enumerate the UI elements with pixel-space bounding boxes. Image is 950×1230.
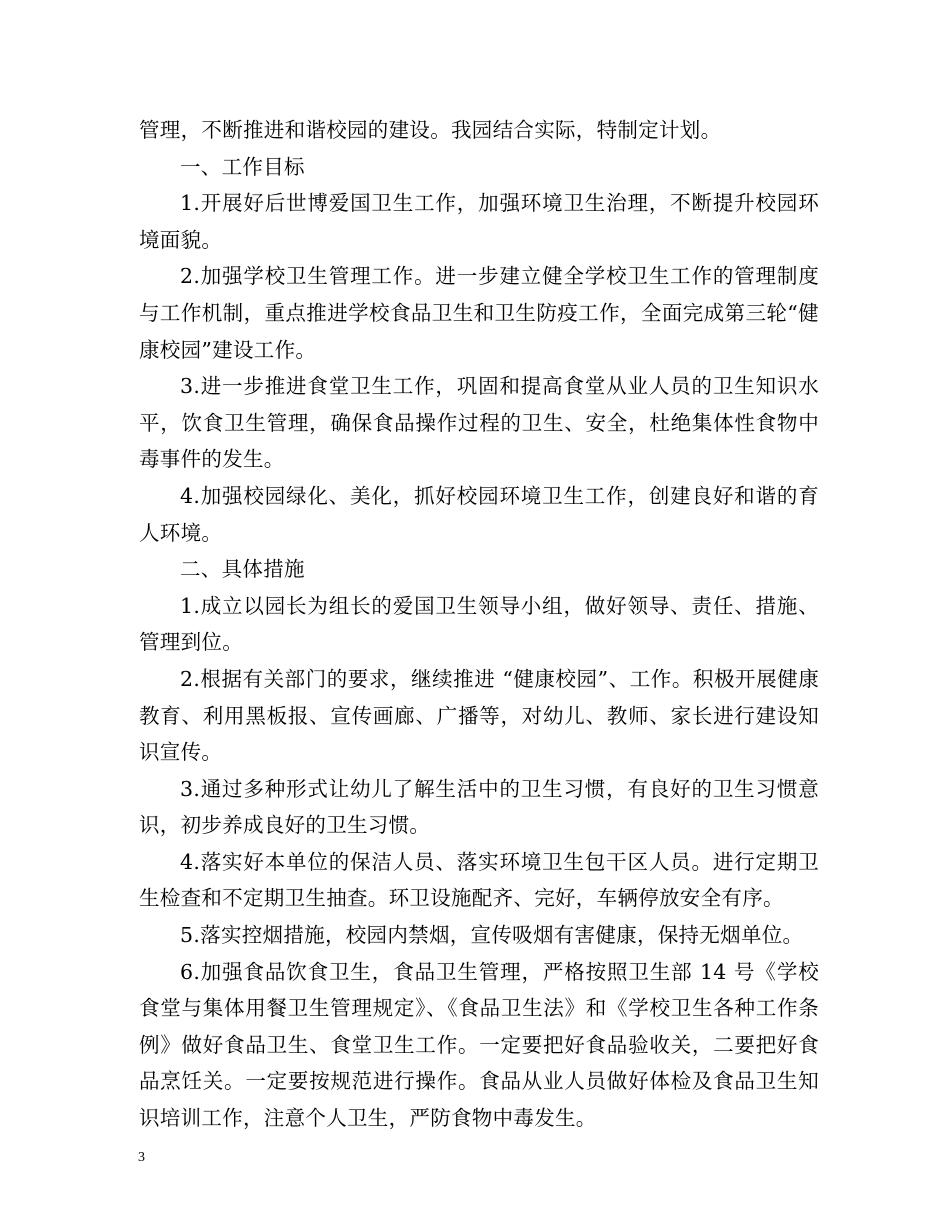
paragraph-intro: 管理，不断推进和谐校园的建设。我园结合实际，特制定计划。 [139, 118, 722, 142]
page-number: 3 [138, 1150, 145, 1165]
measure-item-3: 3.通过多种形式让幼儿了解生活中的卫生习惯，有良好的卫生习惯意识，初步养成良好的卫生习惯。 [139, 776, 819, 838]
goal-item-4: 4.加强校园绿化、美化，抓好校园环境卫生工作，创建良好和谐的育人环境。 [139, 483, 819, 545]
measure-item-5: 5.落实控烟措施，校园内禁烟，宣传吸烟有害健康，保持无烟单位。 [180, 923, 804, 948]
goal-item-1: 1.开展好后世博爱国卫生工作，加强环境卫生治理，不断提升校园环境面貌。 [139, 191, 819, 252]
goal-item-3: 3.进一步推进食堂卫生工作，巩固和提高食堂从业人员的卫生知识水平，饮食卫生管理，确保食品操作过程的卫生、安全，杜绝集体性食物中毒事件的发生。 [139, 374, 819, 472]
goal-item-2: 2.加强学校卫生管理工作。进一步建立健全学校卫生工作的管理制度与工作机制，重点推进学校食品卫生和卫生防疫工作，全面完成第三轮“健康校园”建设工作。 [139, 264, 819, 362]
measure-item-4: 4.落实好本单位的保洁人员、落实环境卫生包干区人员。进行定期卫生检查和不定期卫生抽查。环卫设施配齐、完好，车辆停放安全有序。 [139, 849, 819, 911]
measure-item-6: 6.加强食品饮食卫生，食品卫生管理，严格按照卫生部 14 号《学校食堂与集体用餐卫生管理规定》、《食品卫生法》和《学校卫生各种工作条例》做好食品卫生、食堂卫生工作。一定要把好食品验收关，二要把好食品烹饪关。一定要按规范进行操作。食品从业人员做好体检及食品卫生知识培训工作，注意个人卫生，严防食物中毒发生。 [139, 959, 819, 1131]
document-body [139, 112, 819, 1137]
measure-item-2: 2.根据有关部门的要求，继续推进 “健康校园”、工作。积极开展健康教育、利用黑板报、宣传画廊、广播等，对幼儿、教师、家长进行建设知识宣传。 [139, 666, 819, 765]
heading-specific-measures: 二、具体措施 [180, 557, 305, 582]
heading-work-goals: 一、工作目标 [180, 154, 305, 179]
measure-item-1: 1.成立以园长为组长的爱国卫生领导小组，做好领导、责任、措施、管理到位。 [139, 593, 819, 655]
